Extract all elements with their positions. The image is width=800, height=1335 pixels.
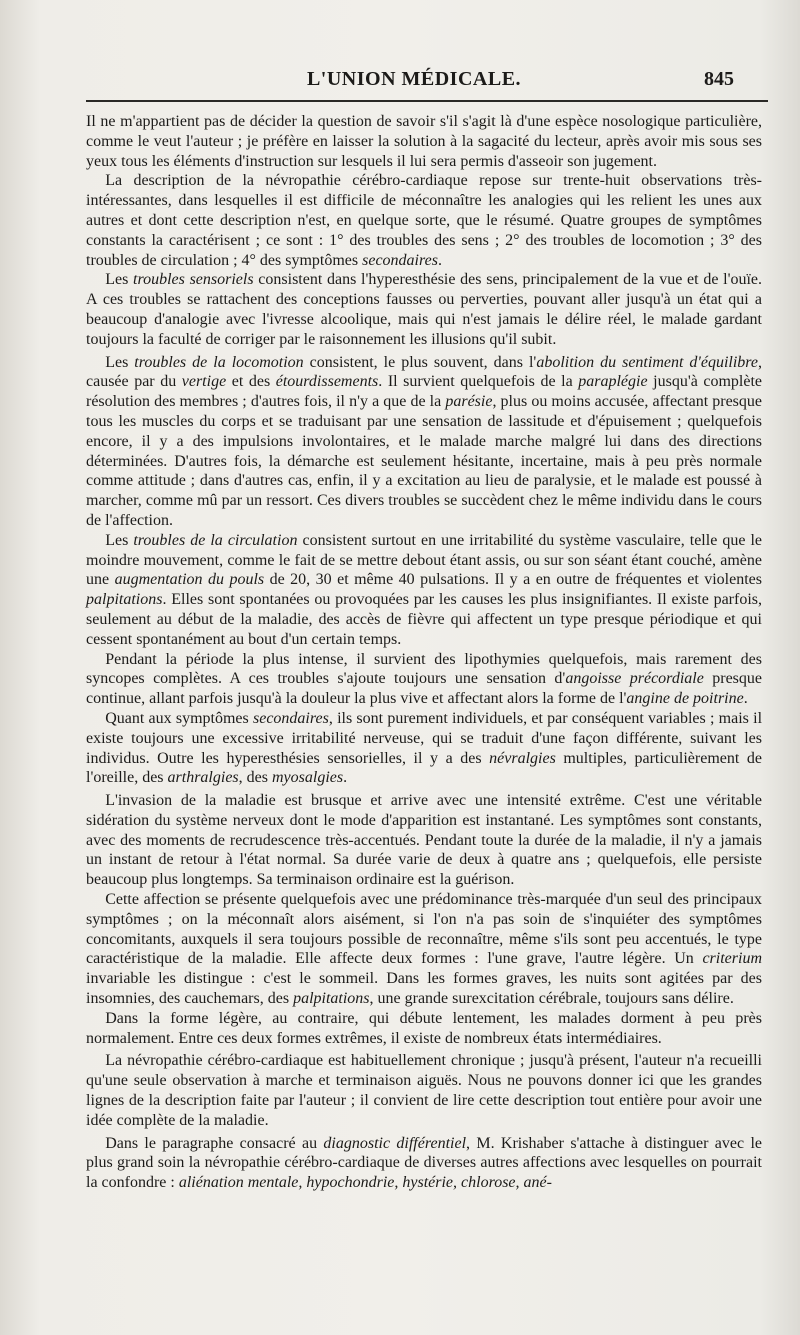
italic-term: angoisse précordiale	[565, 670, 704, 688]
paragraph: La description de la névropathie cérébro-cardiaque repose sur trente-huit observations très-intéressantes, dans lesquelles il est difficile de méconnaître les analogies qui les relient les unes aux autres et dont cette description n'est, en quelque sorte, que le résumé. Quatre groupes de symptômes constants la caractérisent ; ce sont : 1° des troubles des sens ; 2° des troubles de locomotion ; 3° des troubles de circulation ; 4° des symptômes secondaires.	[86, 172, 762, 269]
paragraph: Les troubles sensoriels consistent dans l'hyperesthésie des sens, principalement de la vue et de l'ouïe. A ces troubles se rattachent des conceptions fausses ou perverties, pouvant aller jusqu'à un état qui a beaucoup d'analogie avec l'ivresse alcoolique, mais qui n'est jamais le délire réel, le malade gardant toujours la faculté de corriger par le raisonnement les illusions qu'il subit.	[86, 271, 763, 348]
italic-term: abolition du sentiment d'équilibre	[536, 353, 759, 371]
paragraph: Les troubles de la locomotion consistent, le plus souvent, dans l'abolition du sentiment d'équilibre, causée par du vertige et des étourdissements. Il survient quelquefois de la paraplégie jusqu'à complète résolution des membres ; d'autres fois, il n'y a que de la parésie, plus ou moins accusée, affectant presque tous les muscles du corps et se traduisant par une sensation de lassitude et d'épuisement ; quelquefois encore, il y a des impulsions involontaires, et le malade marche malgré lui dans des directions déterminées. D'autres fois, la démarche est seulement hésitante, incertaine, mais à peu près normale comme attitude ; dans d'autres cas, enfin, il y a excitation au lieu de paralysie, et le malade est poussé à marcher, comme mû par un ressort. Ces divers troubles se succèdent chez le même individu dans le cours de l'affection.	[86, 353, 763, 529]
paragraph: Quant aux symptômes secondaires, ils sont purement individuels, et par conséquent variables ; mais il existe toujours une excessive irritabilité nerveuse, qui se traduit d'une façon différente, suivant les individus. Outre les hyperesthésies sensorielles, il y a des névralgies multiples, particulièrement de l'oreille, des arthralgies, des myosalgies.	[86, 709, 763, 787]
italic-term: parésie	[445, 393, 493, 411]
italic-term: paraplégie	[578, 373, 648, 391]
header-rule	[86, 100, 768, 102]
page-number: 845	[704, 68, 734, 90]
paragraph: Pendant la période la plus intense, il survient des lipothymies quelquefois, mais rarement des syncopes complètes. A ces troubles s'ajoute toujours une sensation d'angoisse précordiale presque continue, allant parfois jusqu'à la douleur la plus vive et affectant alors la forme de l'angine de poitrine.	[86, 650, 762, 708]
paragraph: Il ne m'appartient pas de décider la question de savoir s'il s'agit là d'une espèce nosologique particulière, comme le veut l'auteur ; je préfère en laisser la solution à la sagacité du lecteur, après avoir mis sous ses yeux tous les éléments d'instruction sur lesquels il lui sera permis d'asseoir son jugement.	[86, 113, 762, 170]
paragraph: L'invasion de la maladie est brusque et arrive avec une intensité extrême. C'est une véritable sidération du système nerveux dont le mode d'apparition est instantané. Les symptômes sont constants, avec des moments de recrudescence très-accentués. Pendant toute la durée de la maladie, il n'y a jamais un instant de retour à l'état normal. Sa durée varie de deux à quatre ans ; quelquefois, elle persiste beaucoup plus longtemps. Sa terminaison ordinaire est la guérison.	[86, 792, 762, 889]
italic-term: palpitations	[293, 990, 370, 1008]
italic-term: aliénation mentale, hypochondrie, hystérie, chlorose, ané-	[178, 1174, 552, 1192]
paragraph: Dans la forme légère, au contraire, qui débute lentement, les malades dorment à peu près normalement. Entre ces deux formes extrêmes, il existe de nombreux états intermédiaires.	[86, 1009, 762, 1047]
italic-term: angine de poitrine	[626, 690, 744, 708]
journal-title: L'UNION MÉDICALE.	[306, 68, 522, 90]
italic-term: secondaires	[253, 709, 329, 727]
italic-term: vertige	[181, 373, 227, 391]
italic-term: augmentation du pouls	[114, 571, 265, 589]
italic-term: secondaires	[362, 251, 438, 269]
italic-term: myosalgies	[271, 769, 344, 787]
italic-term: étourdissements	[275, 373, 379, 391]
italic-term: diagnostic différentiel	[323, 1134, 467, 1152]
italic-term: troubles sensoriels	[133, 271, 254, 289]
italic-term: troubles de la circulation	[133, 531, 298, 549]
running-head	[86, 68, 742, 98]
italic-term: palpitations	[86, 591, 163, 609]
paragraph: La névropathie cérébro-cardiaque est habituellement chronique ; jusqu'à présent, l'auteur n'a recueilli qu'une seule observation à marche et terminaison aiguës. Nous ne pouvons donner ici que les grandes lignes de la description faite par l'auteur ; il convient de lire cette description tout entière pour avoir une idée complète de la maladie.	[86, 1052, 762, 1129]
article-body	[86, 112, 762, 1193]
italic-term: névralgies	[489, 749, 556, 767]
paragraph: Les troubles de la circulation consistent surtout en une irritabilité du système vasculaire, telle que le moindre mouvement, comme le fait de se mettre debout étant assis, ou sur son séant étant couché, amène une augmentation du pouls de 20, 30 et même 40 pulsations. Il y a en outre de fréquentes et violentes palpitations. Elles sont spontanées ou provoquées par les causes les plus insignifiantes. Il existe parfois, seulement au début de la maladie, des accès de fièvre qui affectent un type presque périodique et qui cessent spontanément au bout d'un certain temps.	[86, 531, 763, 648]
paragraph: Cette affection se présente quelquefois avec une prédominance très-marquée d'un seul des principaux symptômes ; on la méconnaît alors aisément, si l'on n'a pas soin de s'inquiéter des symptômes concomitants, auxquels il sera toujours possible de reconnaître, même s'ils sont peu accentués, le type caractéristique de la maladie. Elle affecte deux formes : l'une grave, l'autre légère. Un criterium invariable les distingue : c'est le sommeil. Dans les formes graves, les nuits sont agitées par des insomnies, des cauchemars, des palpitations, une grande surexcitation cérébrale, toujours sans délire.	[86, 891, 762, 1008]
italic-term: criterium	[702, 950, 762, 968]
italic-term: troubles de la locomotion	[134, 353, 304, 371]
paragraph: Dans le paragraphe consacré au diagnostic différentiel, M. Krishaber s'attache à distinguer avec le plus grand soin la névropathie cérébro-cardiaque de diverses autres affections avec lesquelles on pourrait la confondre : aliénation mentale, hypochondrie, hystérie, chlorose, ané-	[86, 1134, 762, 1192]
italic-term: arthralgies	[167, 769, 239, 787]
